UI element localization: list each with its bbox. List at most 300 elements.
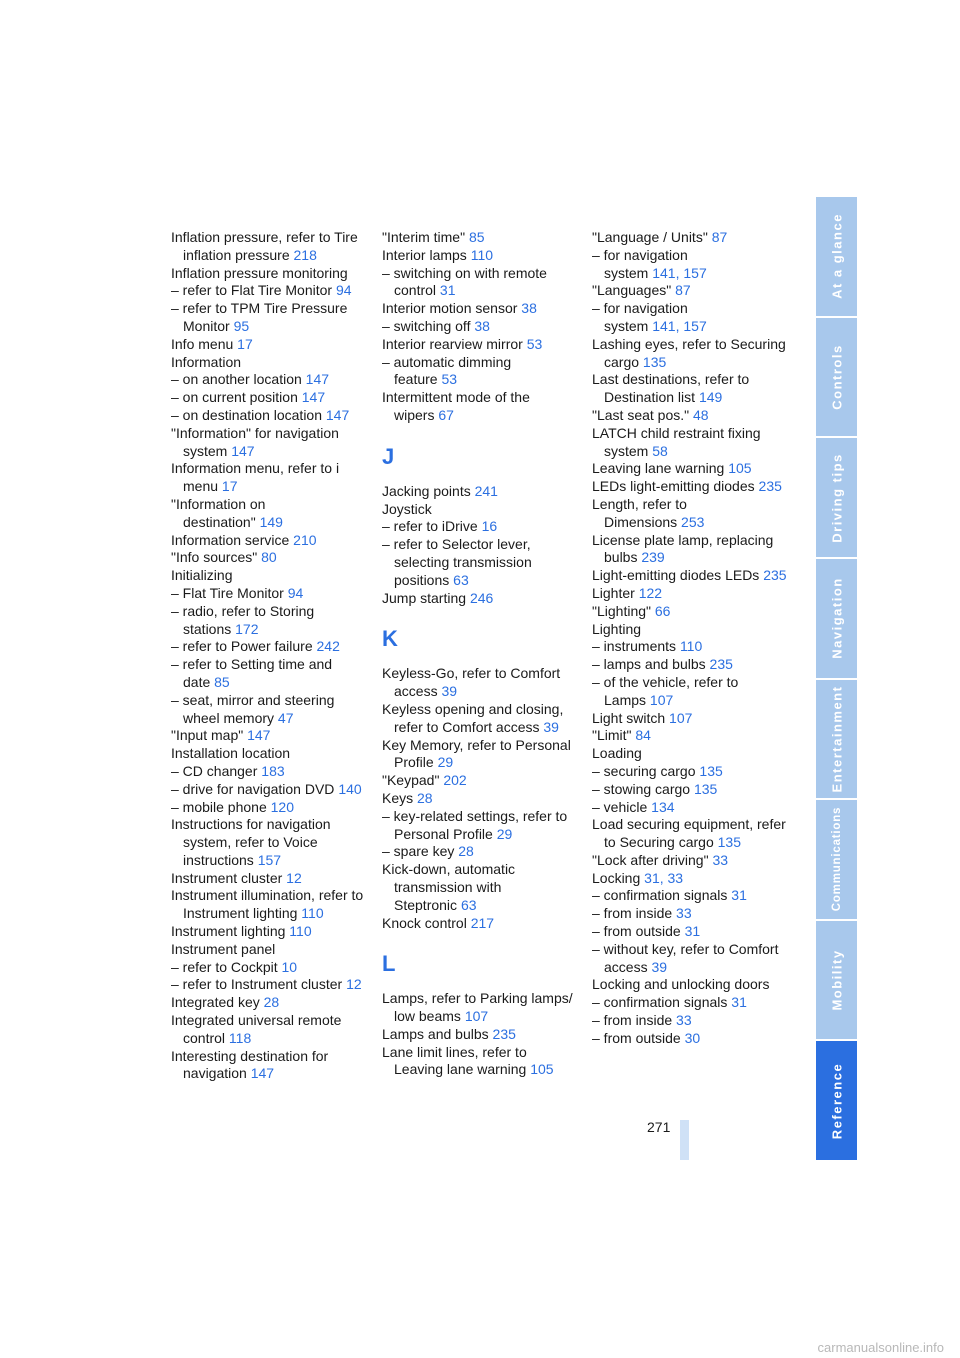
index-entry-text: Instrument illumination, refer to Instrument lighting <box>171 887 364 922</box>
index-entry <box>171 799 366 817</box>
page-reference-link[interactable]: 110 <box>301 905 324 922</box>
index-entry-text: Light switch <box>592 709 666 726</box>
page-reference-link[interactable]: 118 <box>228 1029 252 1046</box>
index-entry-text: "Keypad" <box>382 772 440 789</box>
index-entry <box>171 282 366 300</box>
index-entry <box>382 389 574 425</box>
section-tab-label: At a glance <box>829 213 844 300</box>
index-entry-text: Loading <box>592 745 642 762</box>
page-reference-link[interactable]: 30 <box>684 1029 701 1046</box>
index-entry <box>592 496 790 532</box>
index-entry-text: Lamps and bulbs <box>382 1025 489 1042</box>
index-entry <box>382 665 574 701</box>
index-entry-text: Lighting <box>592 620 642 637</box>
index-entry <box>382 501 574 519</box>
page-reference-link[interactable]: 135 <box>699 762 723 779</box>
index-entry <box>592 336 790 372</box>
index-entry-text: Locking <box>592 869 641 886</box>
page-reference-link[interactable]: 135 <box>717 834 741 851</box>
index-entry <box>171 336 366 354</box>
page-reference-link[interactable]: 107 <box>649 691 674 708</box>
index-entry <box>171 816 366 869</box>
index-entry-text: Keyless-Go, refer to Comfort access <box>382 665 561 700</box>
index-entry <box>382 1026 574 1044</box>
index-entry-text: Lane limit lines, refer to Leaving lane warning <box>382 1043 527 1078</box>
index-letter-heading: L <box>382 951 396 977</box>
index-entry <box>382 265 574 301</box>
index-entry <box>171 549 366 567</box>
index-column-2 <box>382 229 574 1079</box>
index-entry-text: Intermittent mode of the wipers <box>382 389 530 423</box>
index-entry <box>592 727 790 745</box>
index-entry-text: – radio, refer to Storing stations <box>171 602 315 637</box>
index-entry <box>382 1044 574 1080</box>
index-entry <box>171 567 366 585</box>
section-tabs <box>816 197 857 1160</box>
index-entry-text: – key-related settings, refer to Personal Profile <box>382 807 568 842</box>
index-entry-text: – drive for navigation DVD <box>171 780 335 797</box>
index-entry <box>171 727 366 745</box>
section-tab-label: Controls <box>829 344 844 410</box>
index-entry-text: – stowing cargo <box>592 780 691 797</box>
section-tab-entertainment[interactable] <box>816 680 857 801</box>
section-tab-navigation[interactable] <box>816 559 857 680</box>
index-entry-text: Information service <box>171 531 290 548</box>
index-entry <box>592 229 790 247</box>
index-entry <box>592 478 790 496</box>
index-entry <box>171 496 366 532</box>
section-tab-label: Navigation <box>829 577 844 659</box>
index-entry <box>171 354 366 372</box>
page-reference-link[interactable]: 122 <box>638 584 663 601</box>
page-reference-link[interactable]: 110 <box>470 246 494 263</box>
index-entry <box>171 692 366 728</box>
page-reference-link[interactable]: 157 <box>257 851 282 868</box>
index-entry <box>382 336 574 354</box>
index-entry-text: "Lighting" <box>592 602 651 619</box>
index-entry <box>171 870 366 888</box>
index-entry-text: Keyless opening and closing, refer to Comfort access <box>382 700 564 735</box>
index-entry-text: – without key, refer to Comfort access <box>592 940 779 975</box>
index-entry <box>171 1012 366 1048</box>
index-entry-text: Info menu <box>171 335 234 352</box>
index-letter-heading: K <box>382 626 398 652</box>
section-tab-at-a-glance[interactable] <box>816 197 857 318</box>
index-entry <box>382 790 574 808</box>
page-reference-link[interactable]: 134 <box>651 798 675 815</box>
index-entry-text: "Lock after driving" <box>592 851 709 868</box>
page-reference-link[interactable]: 31 <box>644 869 660 886</box>
page-reference-link[interactable]: 39 <box>543 718 559 735</box>
page-reference-link[interactable]: 110 <box>679 638 703 655</box>
index-entry <box>171 976 366 994</box>
index-entry <box>592 905 790 923</box>
index-entry <box>382 990 574 1026</box>
index-entry <box>171 425 366 461</box>
index-entry-text: – from outside <box>592 1029 681 1046</box>
index-entry <box>382 518 574 536</box>
index-entry-text: – refer to Power failure <box>171 638 313 655</box>
page-reference-link[interactable]: 110 <box>289 923 312 940</box>
page-reference-link[interactable]: 63 <box>460 896 477 913</box>
page-reference-link[interactable]: 235 <box>492 1025 516 1042</box>
section-tab-label: Entertainment <box>829 685 844 793</box>
index-entry-text: Integrated key <box>171 994 260 1011</box>
index-entry <box>592 816 790 852</box>
index-entry-text: Instrument panel <box>171 940 276 957</box>
page-reference-link[interactable]: 105 <box>530 1061 554 1078</box>
page-reference-link[interactable]: 147 <box>247 727 271 744</box>
index-entry-text: Keys <box>382 789 414 806</box>
index-entry-text: Last destinations, refer to Destination list <box>592 371 750 406</box>
index-entry-text: – seat, mirror and steering wheel memory <box>171 691 335 726</box>
index-entry-text: – Flat Tire Monitor <box>171 584 284 601</box>
index-entry-text: – lamps and bulbs <box>592 656 706 673</box>
page-reference-link[interactable]: 149 <box>259 513 283 530</box>
index-entry <box>171 389 366 407</box>
page-reference-link[interactable]: 157 <box>683 317 707 334</box>
index-entry <box>592 674 790 710</box>
index-entry <box>382 229 574 247</box>
index-entry-text: – confirmation signals <box>592 887 728 904</box>
index-entry-text: Lamps, refer to Parking lamps/ low beams <box>382 990 573 1025</box>
index-entry-text: "Last seat pos." <box>592 406 690 423</box>
index-entry-text: Installation location <box>171 745 291 762</box>
page-reference-link[interactable]: 48 <box>693 406 709 423</box>
page-reference-link[interactable]: 147 <box>305 371 330 388</box>
index-entry-text: – of the vehicle, refer to Lamps <box>592 673 739 708</box>
index-entry-text: Lighter <box>592 584 635 601</box>
page-reference-link[interactable]: 107 <box>464 1008 489 1025</box>
index-entry <box>171 923 366 941</box>
section-tab-communications[interactable] <box>816 800 857 921</box>
index-entry <box>171 656 366 692</box>
index-entry-text: – refer to Setting time and date <box>171 656 333 690</box>
page-reference-link[interactable]: 84 <box>635 727 651 744</box>
page-reference-link[interactable]: 67 <box>438 406 454 423</box>
section-tab-label: Communications <box>830 807 843 912</box>
section-tab-reference[interactable] <box>816 1041 857 1160</box>
page-reference-link[interactable]: 120 <box>270 798 294 815</box>
index-entry <box>382 536 574 589</box>
index-entry <box>171 763 366 781</box>
index-letter-heading: J <box>382 443 395 469</box>
page-reference-link[interactable]: 94 <box>335 282 352 299</box>
page-reference-link[interactable]: 141 <box>652 264 676 281</box>
index-entry-text: "Limit" <box>592 727 632 744</box>
index-entry-text: Key Memory, refer to Personal Profile <box>382 736 571 771</box>
index-entry <box>382 590 574 608</box>
page-reference-link[interactable]: 147 <box>250 1065 275 1082</box>
index-entry-text: Joystick <box>382 500 432 517</box>
index-entry <box>382 483 574 501</box>
index-entry-text: – refer to Flat Tire Monitor <box>171 282 333 299</box>
index-entry-text: – refer to TPM Tire Pressure Monitor <box>171 300 348 334</box>
index-entry-text: – switching off <box>382 317 471 334</box>
index-entry-text: "Interim time" <box>382 229 466 245</box>
index-entry-text: Instrument cluster <box>171 869 283 886</box>
index-entry-text: Knock control <box>382 914 467 931</box>
index-entry-text: Information menu, refer to i menu <box>171 460 340 495</box>
index-column-1 <box>171 229 366 1083</box>
index-entry <box>171 1048 366 1084</box>
page-reference-link[interactable]: 31 <box>684 923 701 940</box>
page-reference-link[interactable]: 147 <box>325 406 350 423</box>
page-number: 271 <box>647 1119 671 1135</box>
section-tab-controls[interactable] <box>816 318 857 439</box>
index-entry <box>171 585 366 603</box>
page-reference-link[interactable]: 29 <box>437 754 454 771</box>
index-entry <box>171 300 366 336</box>
index-entry <box>171 887 366 923</box>
index-entry-text: Jacking points <box>382 482 471 499</box>
index-entry-text: – refer to Instrument cluster <box>171 976 343 993</box>
page-separator: , <box>675 317 680 334</box>
index-entry <box>382 247 574 265</box>
index-entry <box>592 870 790 888</box>
index-entry-text: – from inside <box>592 905 673 922</box>
page-reference-link[interactable]: 149 <box>698 389 723 406</box>
index-entry <box>592 300 790 336</box>
index-entry <box>382 318 574 336</box>
index-entry <box>592 621 790 639</box>
section-tab-mobility[interactable] <box>816 921 857 1042</box>
page-reference-link[interactable]: 33 <box>676 905 692 922</box>
page-reference-link[interactable]: 17 <box>221 478 238 495</box>
index-entry <box>592 887 790 905</box>
index-entry-text: "Information" for navigation system <box>171 424 339 459</box>
index-entry-text: Kick-down, automatic transmission with Steptronic <box>382 861 516 913</box>
index-entry-text: – for navigation system <box>592 246 688 281</box>
page-reference-link[interactable]: 39 <box>651 958 668 975</box>
index-entry-text: License plate lamp, replacing bulbs <box>592 531 774 566</box>
index-entry <box>382 861 574 914</box>
page-reference-link[interactable]: 38 <box>474 317 490 334</box>
index-entry-text: Length, refer to Dimensions <box>592 495 687 530</box>
index-entry <box>592 460 790 478</box>
page-reference-link[interactable]: 235 <box>758 478 782 495</box>
index-entry <box>382 843 574 861</box>
index-entry <box>171 941 366 959</box>
index-entry <box>592 567 790 585</box>
index-entry <box>592 1030 790 1048</box>
index-entry-text: Instructions for navigation system, refer to Voice instructions <box>171 816 331 868</box>
index-entry-text: Leaving lane warning <box>592 460 725 477</box>
index-entry-text: Interior lamps <box>382 246 467 263</box>
index-entry <box>592 532 790 568</box>
index-entry <box>382 300 574 318</box>
page-reference-link[interactable]: 10 <box>281 958 298 975</box>
index-column-3 <box>592 229 790 1048</box>
page-reference-link[interactable]: 105 <box>728 460 752 477</box>
index-entry <box>592 781 790 799</box>
page-reference-link[interactable]: 38 <box>521 300 537 317</box>
page-reference-link[interactable]: 28 <box>458 843 474 860</box>
index-entry-text: Inflation pressure, refer to Tire inflation pressure <box>171 229 358 263</box>
index-entry <box>592 745 790 763</box>
page-reference-link[interactable]: 107 <box>669 709 693 726</box>
page-reference-link[interactable]: 12 <box>346 976 362 993</box>
page-reference-link[interactable]: 47 <box>277 709 294 726</box>
index-entry-text: – securing cargo <box>592 762 696 779</box>
page-separator: , <box>675 264 680 281</box>
page-reference-link[interactable]: 202 <box>443 772 467 789</box>
index-entry <box>382 701 574 737</box>
page-reference-link[interactable]: 33 <box>676 1012 692 1029</box>
index-entry <box>592 994 790 1012</box>
index-entry <box>171 781 366 799</box>
index-entry-text: "Info sources" <box>171 549 258 566</box>
index-entry-text: Initializing <box>171 567 233 584</box>
index-entry-text: – on current position <box>171 389 298 406</box>
page-reference-link[interactable]: 28 <box>417 789 433 806</box>
index-entry <box>592 371 790 407</box>
page-reference-link[interactable]: 241 <box>474 482 498 499</box>
index-entry-text: – confirmation signals <box>592 994 728 1011</box>
index-entry-text: LEDs light-emitting diodes <box>592 478 755 495</box>
index-entry <box>171 994 366 1012</box>
index-entry <box>592 656 790 674</box>
index-entry <box>592 585 790 603</box>
index-entry-text: Integrated universal remote control <box>171 1012 342 1046</box>
index-entry-text: "Languages" <box>592 282 672 299</box>
index-entry <box>171 371 366 389</box>
page-reference-link[interactable]: 253 <box>681 513 705 530</box>
section-tab-label: Mobility <box>829 949 844 1011</box>
index-entry-text: "Input map" <box>171 727 244 744</box>
index-entry-text: – refer to Selector lever, selecting transmission positions <box>382 536 532 588</box>
page-reference-link[interactable]: 172 <box>235 620 259 637</box>
index-entry-text: "Information on destination" <box>171 495 266 530</box>
page-reference-link[interactable]: 53 <box>441 371 458 388</box>
page-reference-link[interactable]: 94 <box>287 584 304 601</box>
page-reference-link[interactable]: 235 <box>709 656 733 673</box>
index-entry-text: – switching on with remote control <box>382 264 547 299</box>
index-entry-text: Jump starting <box>382 589 467 606</box>
page-reference-link[interactable]: 235 <box>763 567 787 584</box>
index-entry <box>592 852 790 870</box>
page-reference-link[interactable]: 210 <box>293 531 317 548</box>
index-entry <box>592 425 790 461</box>
index-entry-text: – automatic dimming feature <box>382 353 512 388</box>
page-reference-link[interactable]: 29 <box>496 825 513 842</box>
page-reference-link[interactable]: 135 <box>693 780 718 797</box>
section-tab-label: Reference <box>829 1062 844 1139</box>
page-reference-link[interactable]: 39 <box>441 683 458 700</box>
page-reference-link[interactable]: 31 <box>731 887 747 904</box>
page-reference-link[interactable]: 17 <box>237 335 253 352</box>
index-entry <box>592 638 790 656</box>
section-tab-driving-tips[interactable] <box>816 438 857 559</box>
index-entry-text: Interior rearview mirror <box>382 335 523 352</box>
index-entry-text: – mobile phone <box>171 798 267 815</box>
index-entry-text: LATCH child restraint fixing system <box>592 424 761 459</box>
index-entry <box>592 923 790 941</box>
index-entry-text: – for navigation system <box>592 300 688 334</box>
page-reference-link[interactable]: 80 <box>261 549 277 566</box>
watermark: carmanualsonline.info <box>817 1340 944 1355</box>
page-separator: , <box>659 869 664 886</box>
index-entry-text: Information <box>171 353 242 370</box>
index-entry-text: – refer to iDrive <box>382 518 478 535</box>
page-reference-link[interactable]: 63 <box>453 571 469 588</box>
page-reference-link[interactable]: 85 <box>468 229 485 245</box>
index-entry <box>382 354 574 390</box>
page-reference-link[interactable]: 135 <box>642 353 667 370</box>
index-entry <box>592 941 790 977</box>
index-entry <box>382 737 574 773</box>
index-entry-text: Interesting destination for navigation <box>171 1047 329 1082</box>
page-reference-link[interactable]: 66 <box>654 602 671 619</box>
page-reference-link[interactable]: 246 <box>469 589 494 606</box>
index-entry-text: – from outside <box>592 923 681 940</box>
index-entry <box>592 976 790 994</box>
index-entry-text: Light-emitting diodes LEDs <box>592 567 760 584</box>
index-entry <box>382 915 574 933</box>
page-reference-link[interactable]: 87 <box>711 229 728 245</box>
index-entry-text: – instruments <box>592 638 677 655</box>
page-reference-link[interactable]: 141 <box>652 317 676 334</box>
page-reference-link[interactable]: 95 <box>233 317 250 334</box>
index-entry <box>171 745 366 763</box>
page-reference-link[interactable]: 239 <box>641 549 665 566</box>
page-reference-link[interactable]: 28 <box>263 994 280 1011</box>
page-reference-link[interactable]: 53 <box>526 335 543 352</box>
page-reference-link[interactable]: 183 <box>261 762 285 779</box>
index-entry <box>592 763 790 781</box>
index-entry-text: "Language / Units" <box>592 229 708 245</box>
page-reference-link[interactable]: 31 <box>731 994 747 1011</box>
index-entry <box>171 229 366 265</box>
page-number-bar <box>680 1120 689 1160</box>
index-entry <box>592 603 790 621</box>
page-reference-link[interactable]: 140 <box>338 780 362 797</box>
index-entry-text: – on another location <box>171 371 302 388</box>
page-reference-link[interactable]: 147 <box>231 442 255 459</box>
page-reference-link[interactable]: 85 <box>214 673 230 690</box>
page-reference-link[interactable]: 87 <box>675 282 691 299</box>
index-entry-text: – vehicle <box>592 798 648 815</box>
index-entry-text: Inflation pressure monitoring <box>171 264 348 281</box>
page-reference-link[interactable]: 157 <box>683 264 707 281</box>
page-reference-link[interactable]: 147 <box>301 389 326 406</box>
index-entry <box>592 282 790 300</box>
index-entry <box>382 772 574 790</box>
index-entry-text: – refer to Cockpit <box>171 958 278 975</box>
page-reference-link[interactable]: 218 <box>293 246 317 263</box>
index-entry-text: Interior motion sensor <box>382 300 518 317</box>
index-entry-text: – CD changer <box>171 762 258 779</box>
index-entry-text: Load securing equipment, refer to Securing cargo <box>592 816 786 851</box>
index-entry <box>592 247 790 283</box>
section-tab-label: Driving tips <box>829 452 844 543</box>
page-reference-link[interactable]: 12 <box>286 869 302 886</box>
page-reference-link[interactable]: 31 <box>439 282 456 299</box>
page-reference-link[interactable]: 33 <box>712 851 729 868</box>
page-reference-link[interactable]: 58 <box>652 442 668 459</box>
page-reference-link[interactable]: 33 <box>667 869 684 886</box>
page-reference-link[interactable]: 242 <box>316 638 340 655</box>
index-entry <box>171 460 366 496</box>
index-entry-text: Instrument lighting <box>171 923 286 940</box>
index-entry <box>592 407 790 425</box>
index-entry <box>592 799 790 817</box>
index-entry <box>592 1012 790 1030</box>
index-entry-text: Locking and unlocking doors <box>592 976 770 993</box>
page-reference-link[interactable]: 16 <box>481 518 498 535</box>
page-reference-link[interactable]: 217 <box>470 914 495 931</box>
index-entry <box>171 532 366 550</box>
